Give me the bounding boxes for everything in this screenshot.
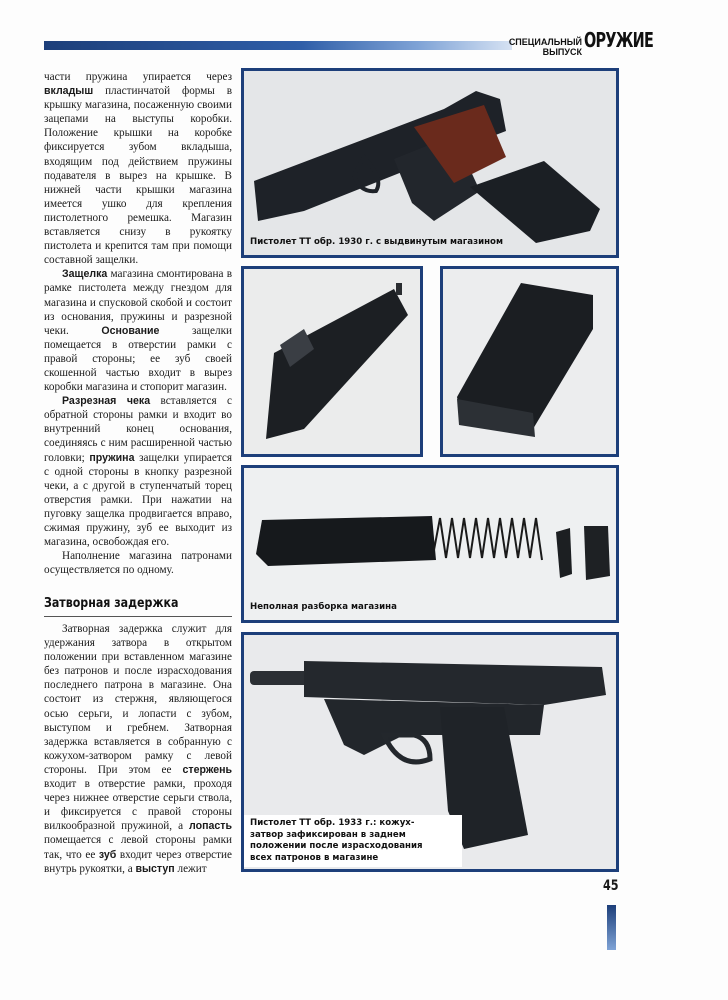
pistol-1930-image [244,71,616,255]
text-span: части пружина упирается через [44,71,232,83]
magazine-right-image [443,269,616,454]
caption-photo-1933 [244,815,462,867]
header-bar [44,41,512,50]
caption-line: Пистолет ТТ обр. 1933 г.: кожух- [250,818,415,828]
disassembly-image [244,468,616,620]
caption-line: затвор зафиксирован в заднем [250,829,406,840]
paragraph-spring [44,70,232,267]
page-side-mark [607,905,616,950]
term-split-pin: Разрезная чека [62,395,151,408]
text-span: защелки упирается с одной стороны в кнопку разрезной чеки, а с другой в ступенчатый торец отверстия рамки. При нажатии на пуговку защелка продвигается вправо, сжимая пружину, зуб ее выходит из магазина, освобождая его. [44,451,232,549]
text-column-top [44,70,232,577]
magazine-logo: ОРУЖИЕ [584,28,654,52]
photo-tt-1930 [241,68,619,258]
page-number: 45 [603,878,619,894]
term-latch: Защелка [62,268,108,281]
text-span: Затворная задержка служит для удержания затвора в открытом положении при вставленном магазине без патронов и после израсходования последнего патрона в магазине. Она состоит из стержня, являющегося осью серьги, и лопасти с зубом, выступом и гребнем. Затворная задержка вставляется в собранную с кожухом-затвором рамку с левой стороны. При этом ее [44,623,232,776]
paragraph-slide-stop [44,622,232,876]
text-span: входит в отверстие рамки, проходя через нижнее отверстие серьги ствола, и фиксируется с правой стороны вилкообразной пружиной, а [44,778,232,833]
term-ledge: выступ [135,862,175,875]
text-column-bottom [44,622,232,876]
paragraph-split-pin [44,394,232,549]
term-blade: лопасть [189,820,232,833]
header-special-issue [506,37,582,57]
text-span: вставляется с обратной стороны рамки и входит во внутренний конец основания, соединяясь с ним расширенной частью головки; [44,395,232,464]
header-special-line2: ВЫПУСК [542,47,582,57]
term-insert: вкладыш [44,85,94,98]
term-spring: пружина [89,451,135,464]
paragraph-loading: Наполнение магазина патронами осуществляется по одному. [44,550,232,577]
caption-photo-1930: Пистолет ТТ обр. 1930 г. с выдвинутым магазином [250,237,503,247]
section-title: Затворная задержка [44,596,179,611]
magazine-left-image [244,269,420,454]
text-span: помещается с левой стороны рамки так, что ее [44,834,232,861]
text-span: защелки помещается в отверстии рамки с правой стороны; ее зуб своей скошенной частью входит в вырез коробки магазина и стопорит магазин. [44,324,232,394]
header-special-line1: СПЕЦИАЛЬНЫЙ [508,37,582,47]
term-tooth: зуб [98,848,117,861]
text-span: лежит [174,862,207,875]
section-divider [44,616,232,617]
text-span: магазина смонтирована в рамке пистолета между гнездом для магазина и спусковой скобой и состоит из основания, пружины и разрезной чеки. [44,268,232,337]
photo-magazine-disassembly [241,465,619,623]
paragraph-latch [44,267,232,394]
photo-tt-1933 [241,632,619,872]
caption-photo-disassembly: Неполная разборка магазина [250,602,397,612]
term-base: Основание [101,324,160,337]
caption-line: всех патронов в магазине [250,852,379,863]
text-span: входит через отверстие внутрь рукоятки, а [44,848,232,875]
term-rod: стержень [182,763,232,776]
caption-line: положении после израсходования [250,841,423,851]
photo-magazine-right [440,266,619,457]
photo-magazine-left [241,266,423,457]
text-span: пластинчатой формы в крышку магазина, посаженную своими зацепами на выступы коробки. Положение крышки на коробке фиксируется зубом вкладыша, входящим под действием пружины подавателя в вырез на крышке. В нижней части крышки магазина имеется ушко для крепления пистолетного ремешка. Магазин вставляется снизу в рукоятку пистолета и крепится там при помощи составной защелки. [44,85,232,267]
